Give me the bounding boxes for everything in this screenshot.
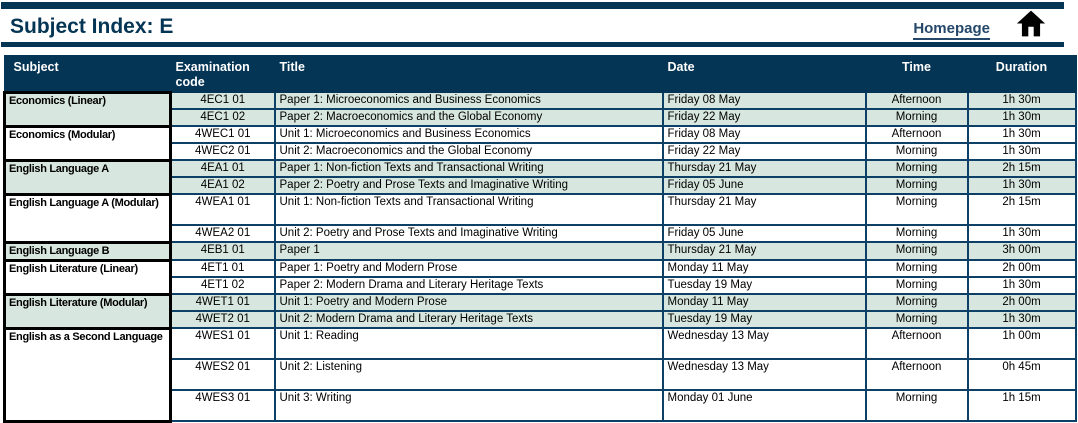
title-cell: Paper 1: Non-fiction Texts and Transactional Writing [275, 160, 663, 177]
code-cell: 4ET1 02 [171, 277, 275, 294]
code-cell: 4EA1 02 [171, 177, 275, 194]
time-cell: Morning [866, 311, 968, 328]
code-cell: 4EC1 01 [171, 92, 275, 109]
date-cell: Thursday 21 May [663, 242, 866, 260]
date-cell: Friday 22 May [663, 109, 866, 126]
title-cell: Unit 3: Writing [275, 390, 663, 421]
home-icon[interactable] [1016, 10, 1046, 42]
duration-cell: 2h 00m [968, 294, 1076, 311]
column-header-subject: Subject [5, 56, 171, 92]
title-cell: Unit 1: Poetry and Modern Prose [275, 294, 663, 311]
duration-cell: 1h 30m [968, 277, 1076, 294]
date-cell: Tuesday 19 May [663, 311, 866, 328]
column-header-duration: Duration [968, 56, 1076, 92]
time-cell: Morning [866, 225, 968, 242]
table-row [5, 328, 1076, 359]
title-cell: Paper 1: Microeconomics and Business Economics [275, 92, 663, 109]
date-cell: Friday 22 May [663, 143, 866, 160]
table-row [5, 260, 1076, 277]
duration-cell: 1h 30m [968, 225, 1076, 242]
code-cell: 4WES2 01 [171, 359, 275, 390]
time-cell: Afternoon [866, 92, 968, 109]
title-cell: Unit 1: Reading [275, 328, 663, 359]
code-cell: 4WES3 01 [171, 390, 275, 421]
subject-cell: English Language B [5, 242, 171, 260]
header-row [5, 56, 1076, 92]
table-row [5, 160, 1076, 177]
duration-cell: 1h 00m [968, 328, 1076, 359]
homepage-link[interactable]: Homepage [913, 20, 990, 40]
duration-cell: 1h 30m [968, 311, 1076, 328]
time-cell: Morning [866, 177, 968, 194]
time-cell: Morning [866, 294, 968, 311]
date-cell: Friday 08 May [663, 92, 866, 109]
duration-cell: 1h 30m [968, 126, 1076, 143]
subject-cell: English Literature (Modular) [5, 294, 171, 328]
title-cell: Unit 2: Modern Drama and Literary Heritage Texts [275, 311, 663, 328]
code-cell: 4WES1 01 [171, 328, 275, 359]
duration-cell: 1h 30m [968, 109, 1076, 126]
code-cell: 4WEC1 01 [171, 126, 275, 143]
date-cell: Wednesday 13 May [663, 328, 866, 359]
date-cell: Monday 01 June [663, 390, 866, 421]
duration-cell: 2h 15m [968, 194, 1076, 225]
title-cell: Unit 2: Listening [275, 359, 663, 390]
code-cell: 4WEC2 01 [171, 143, 275, 160]
duration-cell: 2h 00m [968, 260, 1076, 277]
title-cell: Paper 2: Poetry and Prose Texts and Imaginative Writing [275, 177, 663, 194]
table-row [5, 126, 1076, 143]
title-cell: Paper 1: Poetry and Modern Prose [275, 260, 663, 277]
title-cell: Unit 2: Macroeconomics and the Global Economy [275, 143, 663, 160]
header-nav [913, 10, 1064, 40]
code-cell: 4WEA2 01 [171, 225, 275, 242]
table-row [5, 92, 1076, 109]
date-cell: Monday 11 May [663, 294, 866, 311]
title-row [1, 9, 1064, 40]
time-cell: Afternoon [866, 126, 968, 143]
duration-cell: 1h 30m [968, 143, 1076, 160]
code-cell: 4WEA1 01 [171, 194, 275, 225]
duration-cell: 3h 00m [968, 242, 1076, 260]
table-row [5, 242, 1076, 260]
code-cell: 4WET2 01 [171, 311, 275, 328]
duration-cell: 1h 30m [968, 92, 1076, 109]
time-cell: Morning [866, 242, 968, 260]
subject-cell: English Language A (Modular) [5, 194, 171, 242]
column-header-title: Title [275, 56, 663, 92]
title-cell: Paper 1 [275, 242, 663, 260]
time-cell: Afternoon [866, 359, 968, 390]
time-cell: Afternoon [866, 328, 968, 359]
subject-cell: Economics (Modular) [5, 126, 171, 160]
code-cell: 4ET1 01 [171, 260, 275, 277]
time-cell: Morning [866, 277, 968, 294]
title-cell: Unit 1: Non-fiction Texts and Transactional Writing [275, 194, 663, 225]
code-cell: 4EA1 01 [171, 160, 275, 177]
column-header-date: Date [663, 56, 866, 92]
date-cell: Thursday 21 May [663, 160, 866, 177]
code-cell: 4EC1 02 [171, 109, 275, 126]
duration-cell: 1h 15m [968, 390, 1076, 421]
exam-timetable [3, 55, 1077, 423]
time-cell: Morning [866, 109, 968, 126]
date-cell: Friday 05 June [663, 177, 866, 194]
title-divider-rule [1, 42, 1064, 47]
time-cell: Morning [866, 160, 968, 177]
title-cell: Unit 1: Microeconomics and Business Economics [275, 126, 663, 143]
title-cell: Paper 2: Macroeconomics and the Global Economy [275, 109, 663, 126]
time-cell: Morning [866, 143, 968, 160]
code-cell: 4WET1 01 [171, 294, 275, 311]
date-cell: Tuesday 19 May [663, 277, 866, 294]
time-cell: Morning [866, 260, 968, 277]
time-cell: Morning [866, 194, 968, 225]
subject-cell: English Language A [5, 160, 171, 194]
title-cell: Paper 2: Modern Drama and Literary Heritage Texts [275, 277, 663, 294]
subject-cell: English Literature (Linear) [5, 260, 171, 294]
page-title: Subject Index: E [10, 15, 174, 38]
table-row [5, 194, 1076, 225]
date-cell: Wednesday 13 May [663, 359, 866, 390]
column-header-time: Time [866, 56, 968, 92]
top-accent-bar [1, 2, 1064, 9]
date-cell: Thursday 21 May [663, 194, 866, 225]
title-cell: Unit 2: Poetry and Prose Texts and Imaginative Writing [275, 225, 663, 242]
date-cell: Friday 05 June [663, 225, 866, 242]
table-row [5, 294, 1076, 311]
duration-cell: 1h 30m [968, 177, 1076, 194]
subject-cell: Economics (Linear) [5, 92, 171, 126]
time-cell: Morning [866, 390, 968, 421]
code-cell: 4EB1 01 [171, 242, 275, 260]
date-cell: Friday 08 May [663, 126, 866, 143]
date-cell: Monday 11 May [663, 260, 866, 277]
duration-cell: 2h 15m [968, 160, 1076, 177]
column-header-examination-code: Examination code [171, 56, 275, 92]
duration-cell: 0h 45m [968, 359, 1076, 390]
subject-cell: English as a Second Language [5, 328, 171, 421]
